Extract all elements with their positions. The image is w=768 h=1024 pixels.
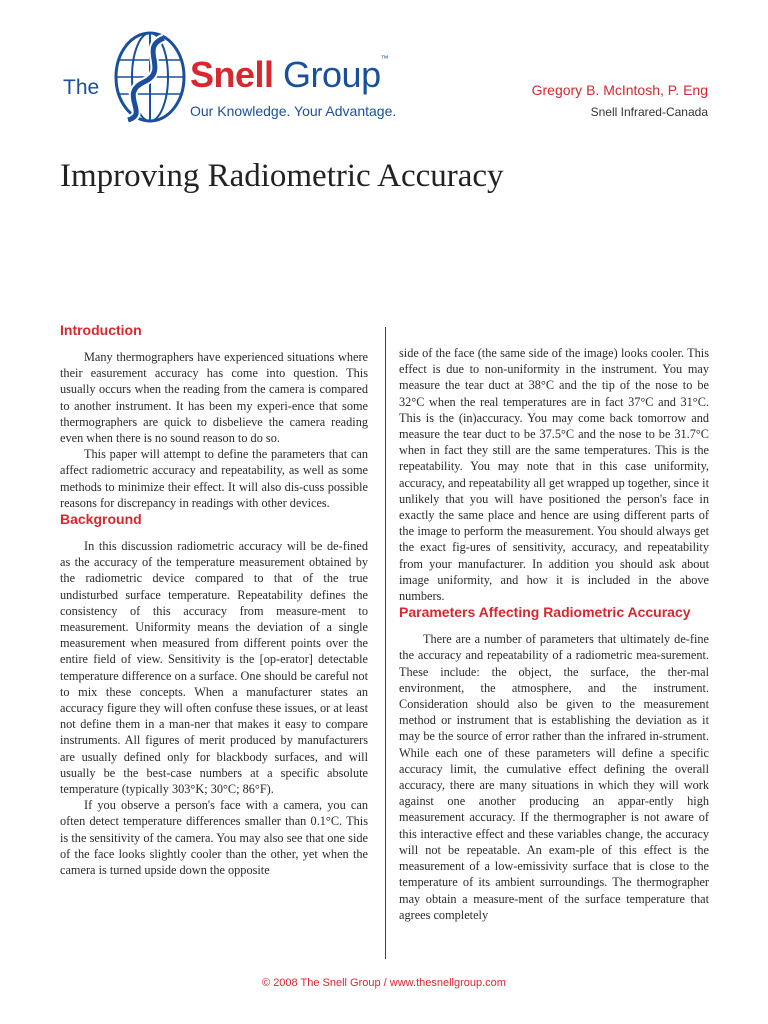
heading-parameters: Parameters Affecting Radiometric Accuracy — [399, 604, 691, 621]
logo-group-text: Group — [283, 54, 381, 95]
background-paragraph-3: side of the face (the same side of the image) looks cooler. This effect is due to non-uniformity in the instrument. You may measure the tear duct at 38°C and the tip of the nose to be 32°C when the real temperatures are in fact 37°C and 31°C. This is the (in)accuracy. You may come back tomorrow and measure the tear duct to be 37.5°C and the nose to be 31.7°C when in fact they still are the same temperatures. This is the repeatability. You may note that in this case uniformity, accuracy, and repeatability all get wrapped up together, since it unlikely that you will have positioned the person's face in exactly the same place and hence are using different parts of the image to perform the measurement. You should always get the exact fig-ures of sensitivity, accuracy, and repeatability from your manufacturer. In addition you should ask about image uniformity, and how it is included in the above numbers. — [399, 346, 709, 604]
logo-tagline: Our Knowledge. Your Advantage. — [190, 103, 397, 119]
background-paragraph-2: If you observe a person's face with a camera, you can often detect temperature differences smaller than 0.1°C. This is the sensitivity of the camera. You may also see that one side of the face looks slightly cooler than the other, yet when the camera is turned upside down the opposite — [60, 798, 368, 878]
trademark-symbol: ™ — [380, 54, 389, 63]
column-divider — [385, 327, 386, 959]
globe-logo-icon — [110, 30, 190, 124]
page-title: Improving Radiometric Accuracy — [60, 158, 504, 194]
snell-group-logo — [60, 28, 420, 128]
logo-the-text: The — [63, 76, 100, 99]
intro-paragraph-2: This paper will attempt to define the parameters that can affect radiometric accuracy and repeatability, as well as some methods to minimize their effect. It will also dis-cuss possible reasons for discrepancy in readings with other devices. — [60, 447, 368, 510]
heading-background: Background — [60, 511, 142, 528]
heading-introduction: Introduction — [60, 322, 142, 338]
left-column — [60, 322, 368, 878]
background-paragraph-1: In this discussion radiometric accuracy will be de-fined as the accuracy of the temperature measurement obtained by the radiometric device compared to that of the true undisturbed surface temperature. Repeatability defines the consistency of this accuracy from measure-ment to measurement. Uniformity means the deviation of a single measurement when measured from different points over the entire field of view. Sensitivity is the [op-erator] detectable temperature difference on a surface. One should be careful not to mix these concepts. When a manufacturer states an accuracy figure they will often confuse these issues, or at least not define them in a man-ner that makes it easy to compare instruments. All figures of merit produced by manufacturers are usually defined only for blackbody surfaces, and will usually be the best-case numbers at a specific absolute temperature (typically 303°K; 30°C; 86°F). — [60, 539, 368, 797]
parameters-paragraph-1: There are a number of parameters that ultimately de-fine the accuracy and repeatability of a radiometric mea-surement. These include: the object, the surface, the ther-mal environment, the atmosphere, and the instrument. Consideration should also be given to the measurement method or instrument that is establishing the deviation as it may be the source of error rather than the infrared in-strument. While each one of these parameters will define a specific accuracy limit, the cumulative effect defining the overall accuracy, there are many situations in which they will work against one another producing an appar-ently high measurement accuracy. If the thermographer is not aware of this interactive effect and these variables change, the accuracy will not be repeatable. An exam-ple of this effect is the measurement of a low-emissivity surface that is close to the temperature of its ambient surroundings. The thermographer may obtain a measure-ment of the surface temperature that agrees completely — [399, 632, 709, 922]
author-affiliation: Snell Infrared-Canada — [590, 105, 708, 119]
logo-snell-text: Snell — [190, 54, 274, 95]
page-footer: © 2008 The Snell Group / www.thesnellgroup.com — [262, 977, 506, 989]
logo-wordmark — [190, 54, 388, 96]
author-name: Gregory B. McIntosh, P. Eng — [531, 82, 708, 98]
intro-paragraph-1: Many thermographers have experienced situations where their easurement accuracy has come into question. This usually occurs when the reading from the camera is compared to another instrument. It has been my experi-ence that some thermographers are quick to disbelieve the camera reading even when there is no sound reason to do so. — [60, 350, 368, 446]
right-column — [399, 345, 709, 923]
